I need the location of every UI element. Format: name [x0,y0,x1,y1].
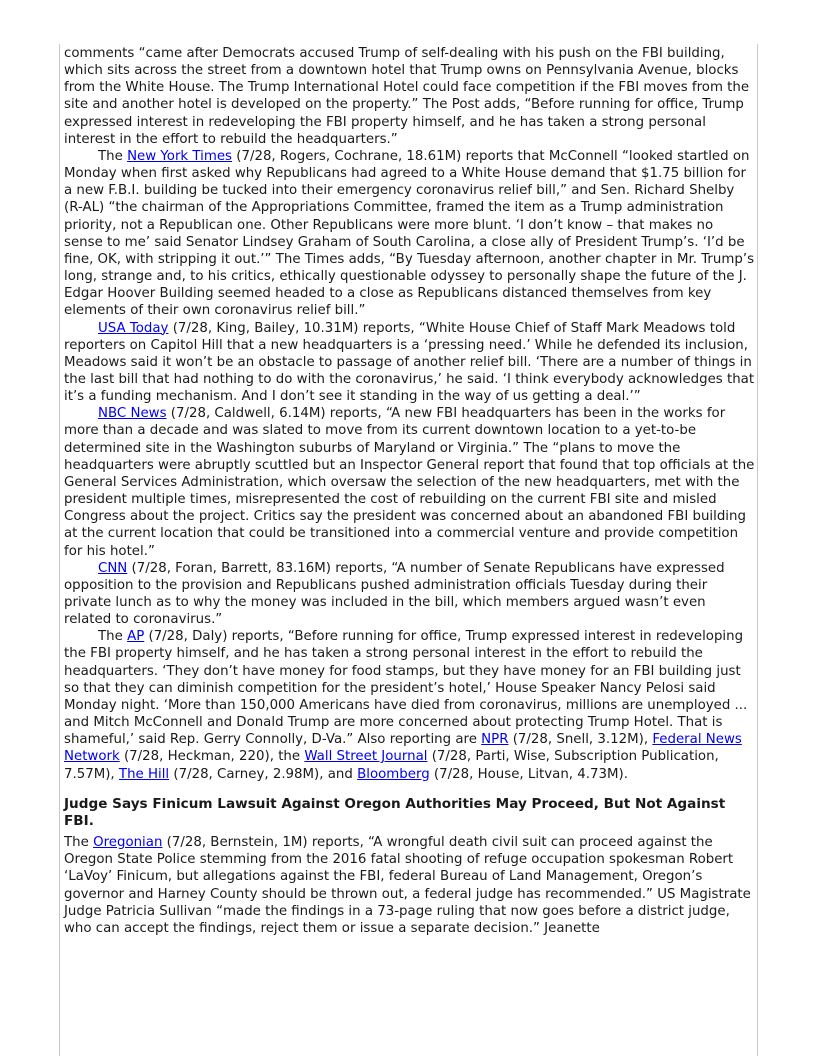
cnn-link[interactable]: CNN [98,560,128,576]
ap-link[interactable]: AP [127,629,145,645]
npr-link[interactable]: NPR [481,732,509,748]
nyt-link[interactable]: New York Times [127,148,233,164]
oregonian-link[interactable]: Oregonian [93,835,163,851]
article-headline: Judge Says Finicum Lawsuit Against Oregon Authorities May Proceed, But Not Against FBI. [64,795,726,829]
right-margin-rule [757,44,758,1056]
paragraph-usa-today: USA Today (7/28, King, Bailey, 10.31M) reports, “White House Chief of Staff Mark Meadows told reporters on Capitol Hill that a new headquarters is a ‘pressing need.’ While he defended its inclusion, Meadows said it won’t be an obstacle to passage of another relief bill. ‘There are a number of things in the last bill that had nothing to do with the coronavirus,’ he said. ‘I think everybody acknowledges that it’s a funding mechanism. And I don’t see it standing in the way of us getting a deal.’” [64,320,755,405]
paragraph-oregonian: The Oregonian (7/28, Bernstein, 1M) reports, “A wrongful death civil suit can proceed against the Oregon State Police stemming from the 2016 fatal shooting of refuge occupation spokesman Robert ‘LaVoy’ Finicum, but allegations against the FBI, federal Bureau of Land Management, Oregon’s governor and Harney County should be thrown out, a federal judge has recommended.” US Magistrate Judge Patricia Sullivan “made the findings in a 73-page ruling that now goes before a district judge, who can accept the findings, reject them or issue a separate decision.” Jeanette [64,835,751,936]
left-margin-rule [59,44,60,1056]
paragraph-ap: The AP (7/28, Daly) reports, “Before running for office, Trump expressed interest in redeveloping the FBI property himself, and he has taken a strong personal interest in the effort to rebuild the headquarters. ‘They don’t have money for food stamps, but they have money for an FBI building just so that they can diminish competition for the president’s hotel,’ House Speaker Nancy Pelosi said Monday night. ‘More than 150,000 Americans have died from coronavirus, millions are unemployed ... and Mitch McConnell and Donald Trump are more concerned about protecting Trump Hotel. That is shameful,’ said Rep. Gerry Connolly, D-Va.” Also reporting are NPR (7/28, Snell, 3.12M), Federal News Network (7/28, Heckman, 220), the Wall Street Journal (7/28, Parti, Wise, Subscription Publication, 7.57M), The Hill (7/28, Carney, 2.98M), and Bloomberg (7/28, House, Litvan, 4.73M). [64,629,748,782]
federal-news-network-link[interactable]: Federal News Network [64,732,742,765]
paragraph-nbc-news: NBC News (7/28, Caldwell, 6.14M) reports, “A new FBI headquarters has been in the works for more than a decade and was slated to move from its current downtown location to a yet-to-be determined site in the Washington suburbs of Maryland or Virginia.” The “plans to move the headquarters were abruptly scuttled but an Inspector General report that found that top officials at the General Services Administration, which oversaw the selection of the new headquarters, met with the president multiple times, misrepresented the cost of rebuilding on the current FBI site and misled Congress about the project. Critics say the president was concerned about an abandoned FBI building at the current location that could be transitioned into a commercial venture and provide competition for his hotel.” [64,406,755,559]
usa-today-link[interactable]: USA Today [98,320,169,336]
paragraph-post-continued: comments “came after Democrats accused Trump of self-dealing with his push on the FBI building, which sits across the street from a downtown hotel that Trump owns on Pennsylvania Avenue, blocks from the White House. The Trump International Hotel could face competition if the FBI moves from the site and another hotel is developed on the property.” The Post adds, “Before running for office, Trump expressed interest in redeveloping the FBI property himself, and he has taken a strong personal interest in the effort to rebuild the headquarters.” [64,46,750,147]
newsletter-content [64,45,756,937]
wall-street-journal-link[interactable]: Wall Street Journal [304,749,428,765]
the-hill-link[interactable]: The Hill [118,766,170,782]
nbc-news-link[interactable]: NBC News [98,406,167,422]
bloomberg-link[interactable]: Bloomberg [357,766,430,782]
paragraph-cnn: CNN (7/28, Foran, Barrett, 83.16M) reports, “A number of Senate Republicans have expressed opposition to the provision and Republicans pushed administration officials Tuesday during their private lunch as to why the money was included in the bill, which members argued wasn’t even related to coronavirus.” [64,560,725,628]
paragraph-nyt: The New York Times (7/28, Rogers, Cochrane, 18.61M) reports that McConnell “looked startled on Monday when first asked why Republicans had agreed to a White House demand that $1.75 billion for a new F.B.I. building be tucked into their emergency coronavirus relief bill,” and Sen. Richard Shelby (R-AL) “the chairman of the Appropriations Committee, framed the item as a Trump administration priority, not a Republican one. Other Republicans were more blunt. ‘I don’t know – that makes no sense to me’ said Senator Lindsey Graham of South Carolina, a close ally of President Trump’s. ‘I’d be fine, OK, with stripping it out.’” The Times adds, “By Tuesday afternoon, another chapter in Mr. Trump’s long, strange and, to his critics, ethically questionable odyssey to personally shape the future of the J. Edgar Hoover Building seemed headed to a close as Republicans distanced themselves from key elements of their own coronavirus relief bill.” [64,148,755,319]
